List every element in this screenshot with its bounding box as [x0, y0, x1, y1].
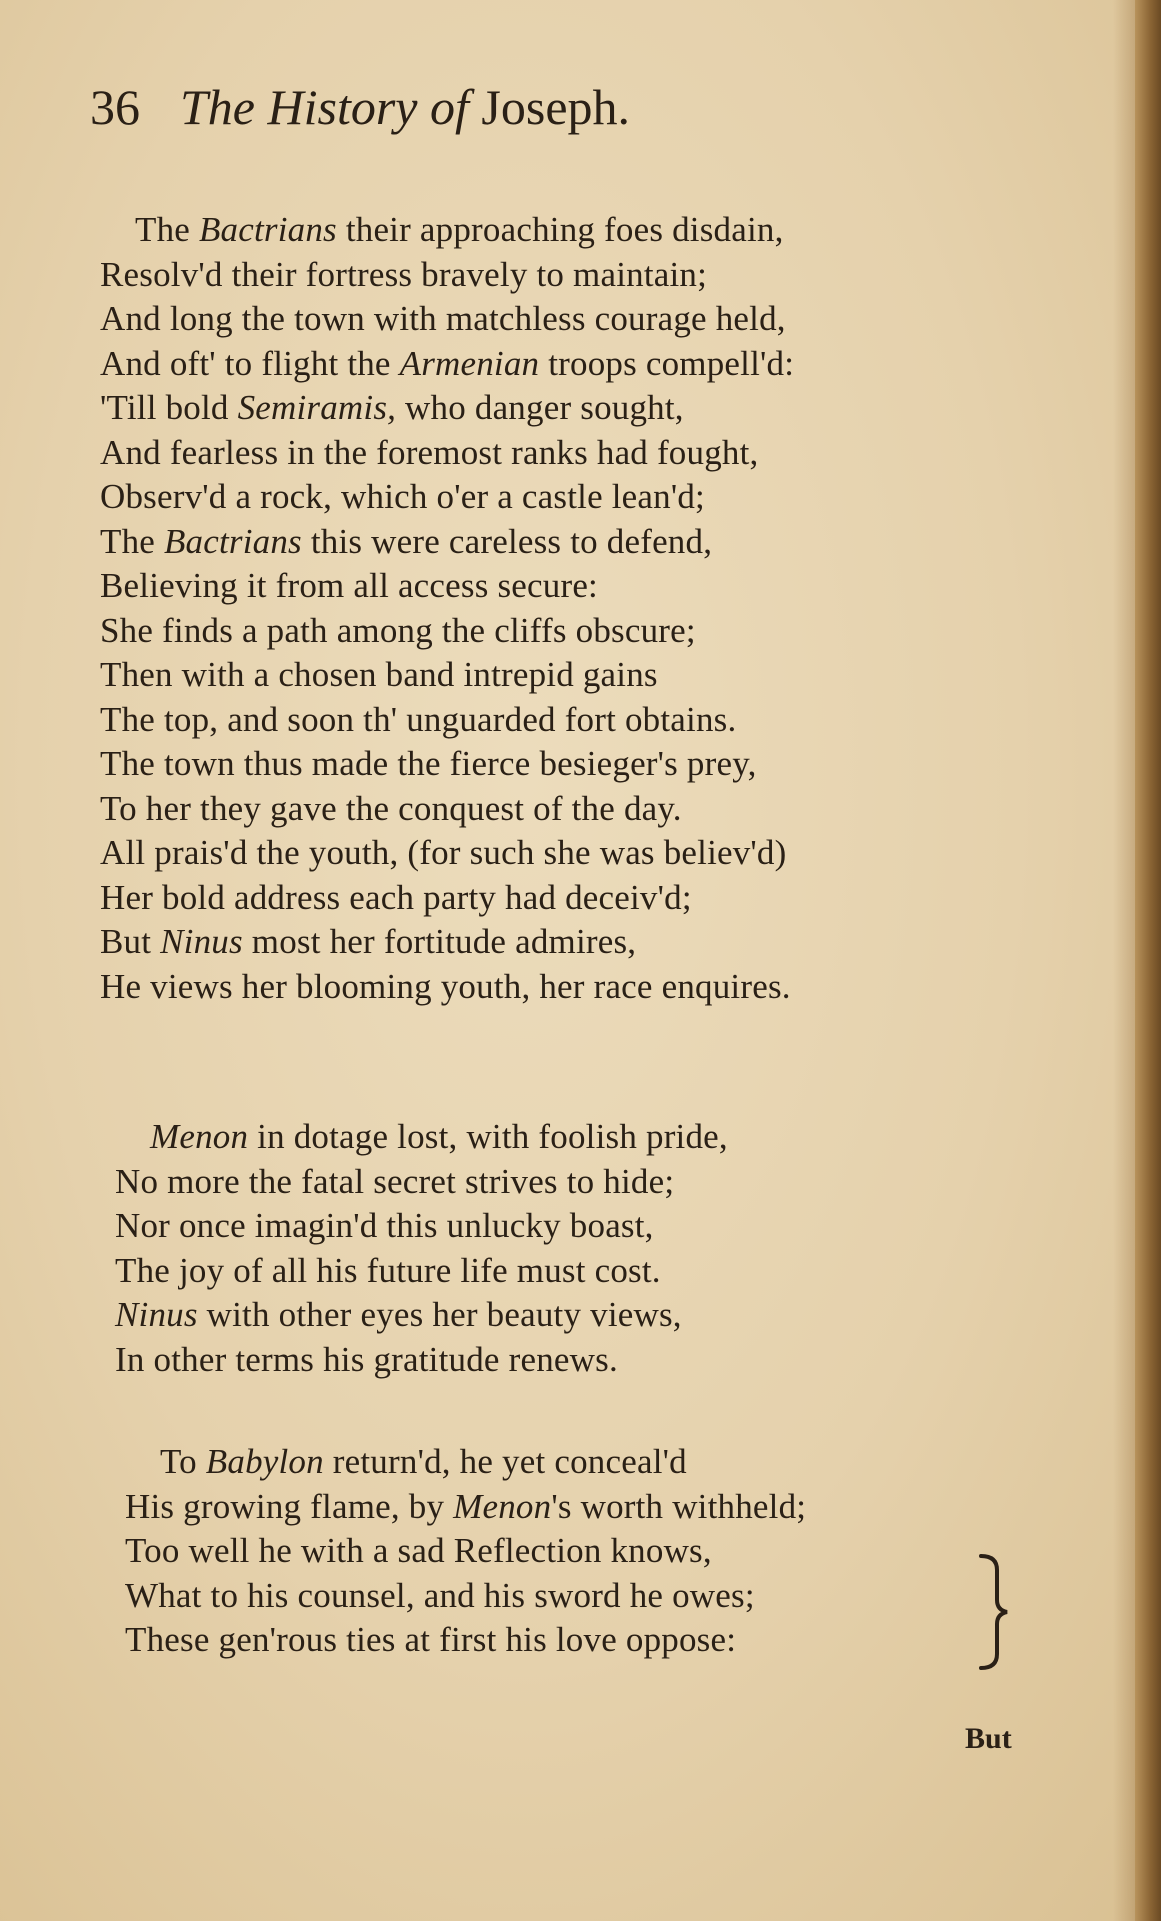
verse-line [0, 876, 794, 921]
verse-text: In other terms his gratitude renews. [115, 1339, 618, 1379]
verse-text: To [160, 1442, 206, 1481]
verse-text: All prais'd the youth, (for such she was believ'd) [100, 833, 787, 872]
triplet-brace-icon [975, 1552, 1015, 1672]
catchword: But [965, 1722, 1012, 1755]
verse-line [0, 564, 794, 609]
verse-line [0, 520, 794, 565]
verse-text: And fearless in the foremost ranks had fought, [100, 432, 759, 472]
verse-text: To her they gave the conquest of the day. [100, 788, 682, 828]
verse-text: return'd, he yet conceal'd [323, 1442, 687, 1481]
italic-name: Menon [453, 1486, 552, 1526]
running-header [90, 79, 631, 135]
verse-line [0, 1115, 728, 1160]
verse-line [0, 1293, 728, 1338]
italic-name: Semiramis, [237, 388, 397, 427]
italic-name: Bactrians [163, 521, 302, 561]
page-edge-shadow [1135, 0, 1161, 1921]
verse-line [0, 297, 794, 342]
verse-text: with other eyes her beauty views, [197, 1295, 682, 1334]
verse-text: troops compell'd: [539, 343, 795, 383]
verse-text: Her bold address each party had deceiv'd; [100, 877, 692, 917]
verse-line [0, 1618, 806, 1663]
verse-line [0, 386, 794, 431]
verse-text: their approaching foes disdain, [336, 210, 784, 249]
running-title-italic: The History of [180, 79, 469, 135]
verse-text: Nor once imagin'd this unlucky boast, [115, 1206, 654, 1245]
running-title-roman: Joseph. [481, 79, 631, 135]
verse-line [0, 1529, 806, 1574]
verse-line [0, 1160, 728, 1205]
verse-text: She finds a path among the cliffs obscure; [100, 610, 696, 650]
verse-line [0, 609, 794, 654]
italic-name: Bactrians [198, 210, 337, 249]
italic-name: Menon [150, 1117, 249, 1156]
verse-line [0, 920, 794, 965]
verse-text: 's worth withheld; [551, 1486, 807, 1526]
verse-line [0, 1249, 728, 1294]
verse-text: this were careless to defend, [301, 521, 713, 561]
stanza-1 [0, 208, 794, 1009]
page-number: 36 [90, 79, 140, 135]
verse-text: The town thus made the fierce besieger's prey, [100, 744, 757, 783]
verse-line [0, 831, 794, 876]
verse-text: But [100, 922, 161, 961]
verse-text: The top, and soon th' unguarded fort obtains. [100, 699, 737, 739]
verse-text: Then with a chosen band intrepid gains [100, 655, 658, 694]
italic-name: Armenian [399, 343, 540, 383]
verse-text: And long the town with matchless courage held, [100, 299, 786, 338]
verse-text: Too well he with a sad Reflection knows, [125, 1531, 712, 1570]
verse-text: Observ'd a rock, which o'er a castle lean'd; [100, 477, 705, 516]
verse-line [0, 431, 794, 476]
verse-text: His growing flame, by [125, 1486, 454, 1526]
verse-text: who danger sought, [396, 388, 684, 427]
verse-line [0, 208, 794, 253]
italic-name: Ninus [115, 1295, 198, 1334]
verse-line [0, 253, 794, 298]
stanza-2 [0, 1115, 728, 1382]
verse-line [0, 342, 794, 387]
verse-line [0, 653, 794, 698]
verse-text: in dotage lost, with foolish pride, [248, 1117, 728, 1156]
verse-line [0, 698, 794, 743]
verse-line [0, 475, 794, 520]
verse-line [0, 742, 794, 787]
verse-text: Resolv'd their fortress bravely to maintain; [100, 254, 708, 294]
verse-text: The [100, 521, 164, 561]
italic-name: Babylon [205, 1442, 324, 1481]
stanza-3 [0, 1440, 806, 1663]
verse-text: He views her blooming youth, her race enquires. [100, 966, 791, 1006]
verse-line [0, 1485, 806, 1530]
verse-text: The joy of all his future life must cost. [115, 1250, 661, 1290]
verse-line [0, 1338, 728, 1383]
verse-text: most her fortitude admires, [242, 922, 637, 961]
verse-text: What to his counsel, and his sword he owes; [125, 1575, 755, 1615]
verse-line [0, 965, 794, 1010]
verse-text: And oft' to flight the [100, 343, 400, 383]
italic-name: Ninus [160, 922, 243, 961]
verse-line [0, 787, 794, 832]
verse-text: No more the fatal secret strives to hide; [115, 1161, 675, 1201]
verse-text: 'Till bold [100, 388, 238, 427]
verse-text: These gen'rous ties at first his love oppose: [125, 1620, 737, 1659]
verse-line [0, 1440, 806, 1485]
verse-line [0, 1204, 728, 1249]
verse-text: The [135, 210, 199, 249]
verse-line [0, 1574, 806, 1619]
verse-text: Believing it from all access secure: [100, 566, 598, 605]
